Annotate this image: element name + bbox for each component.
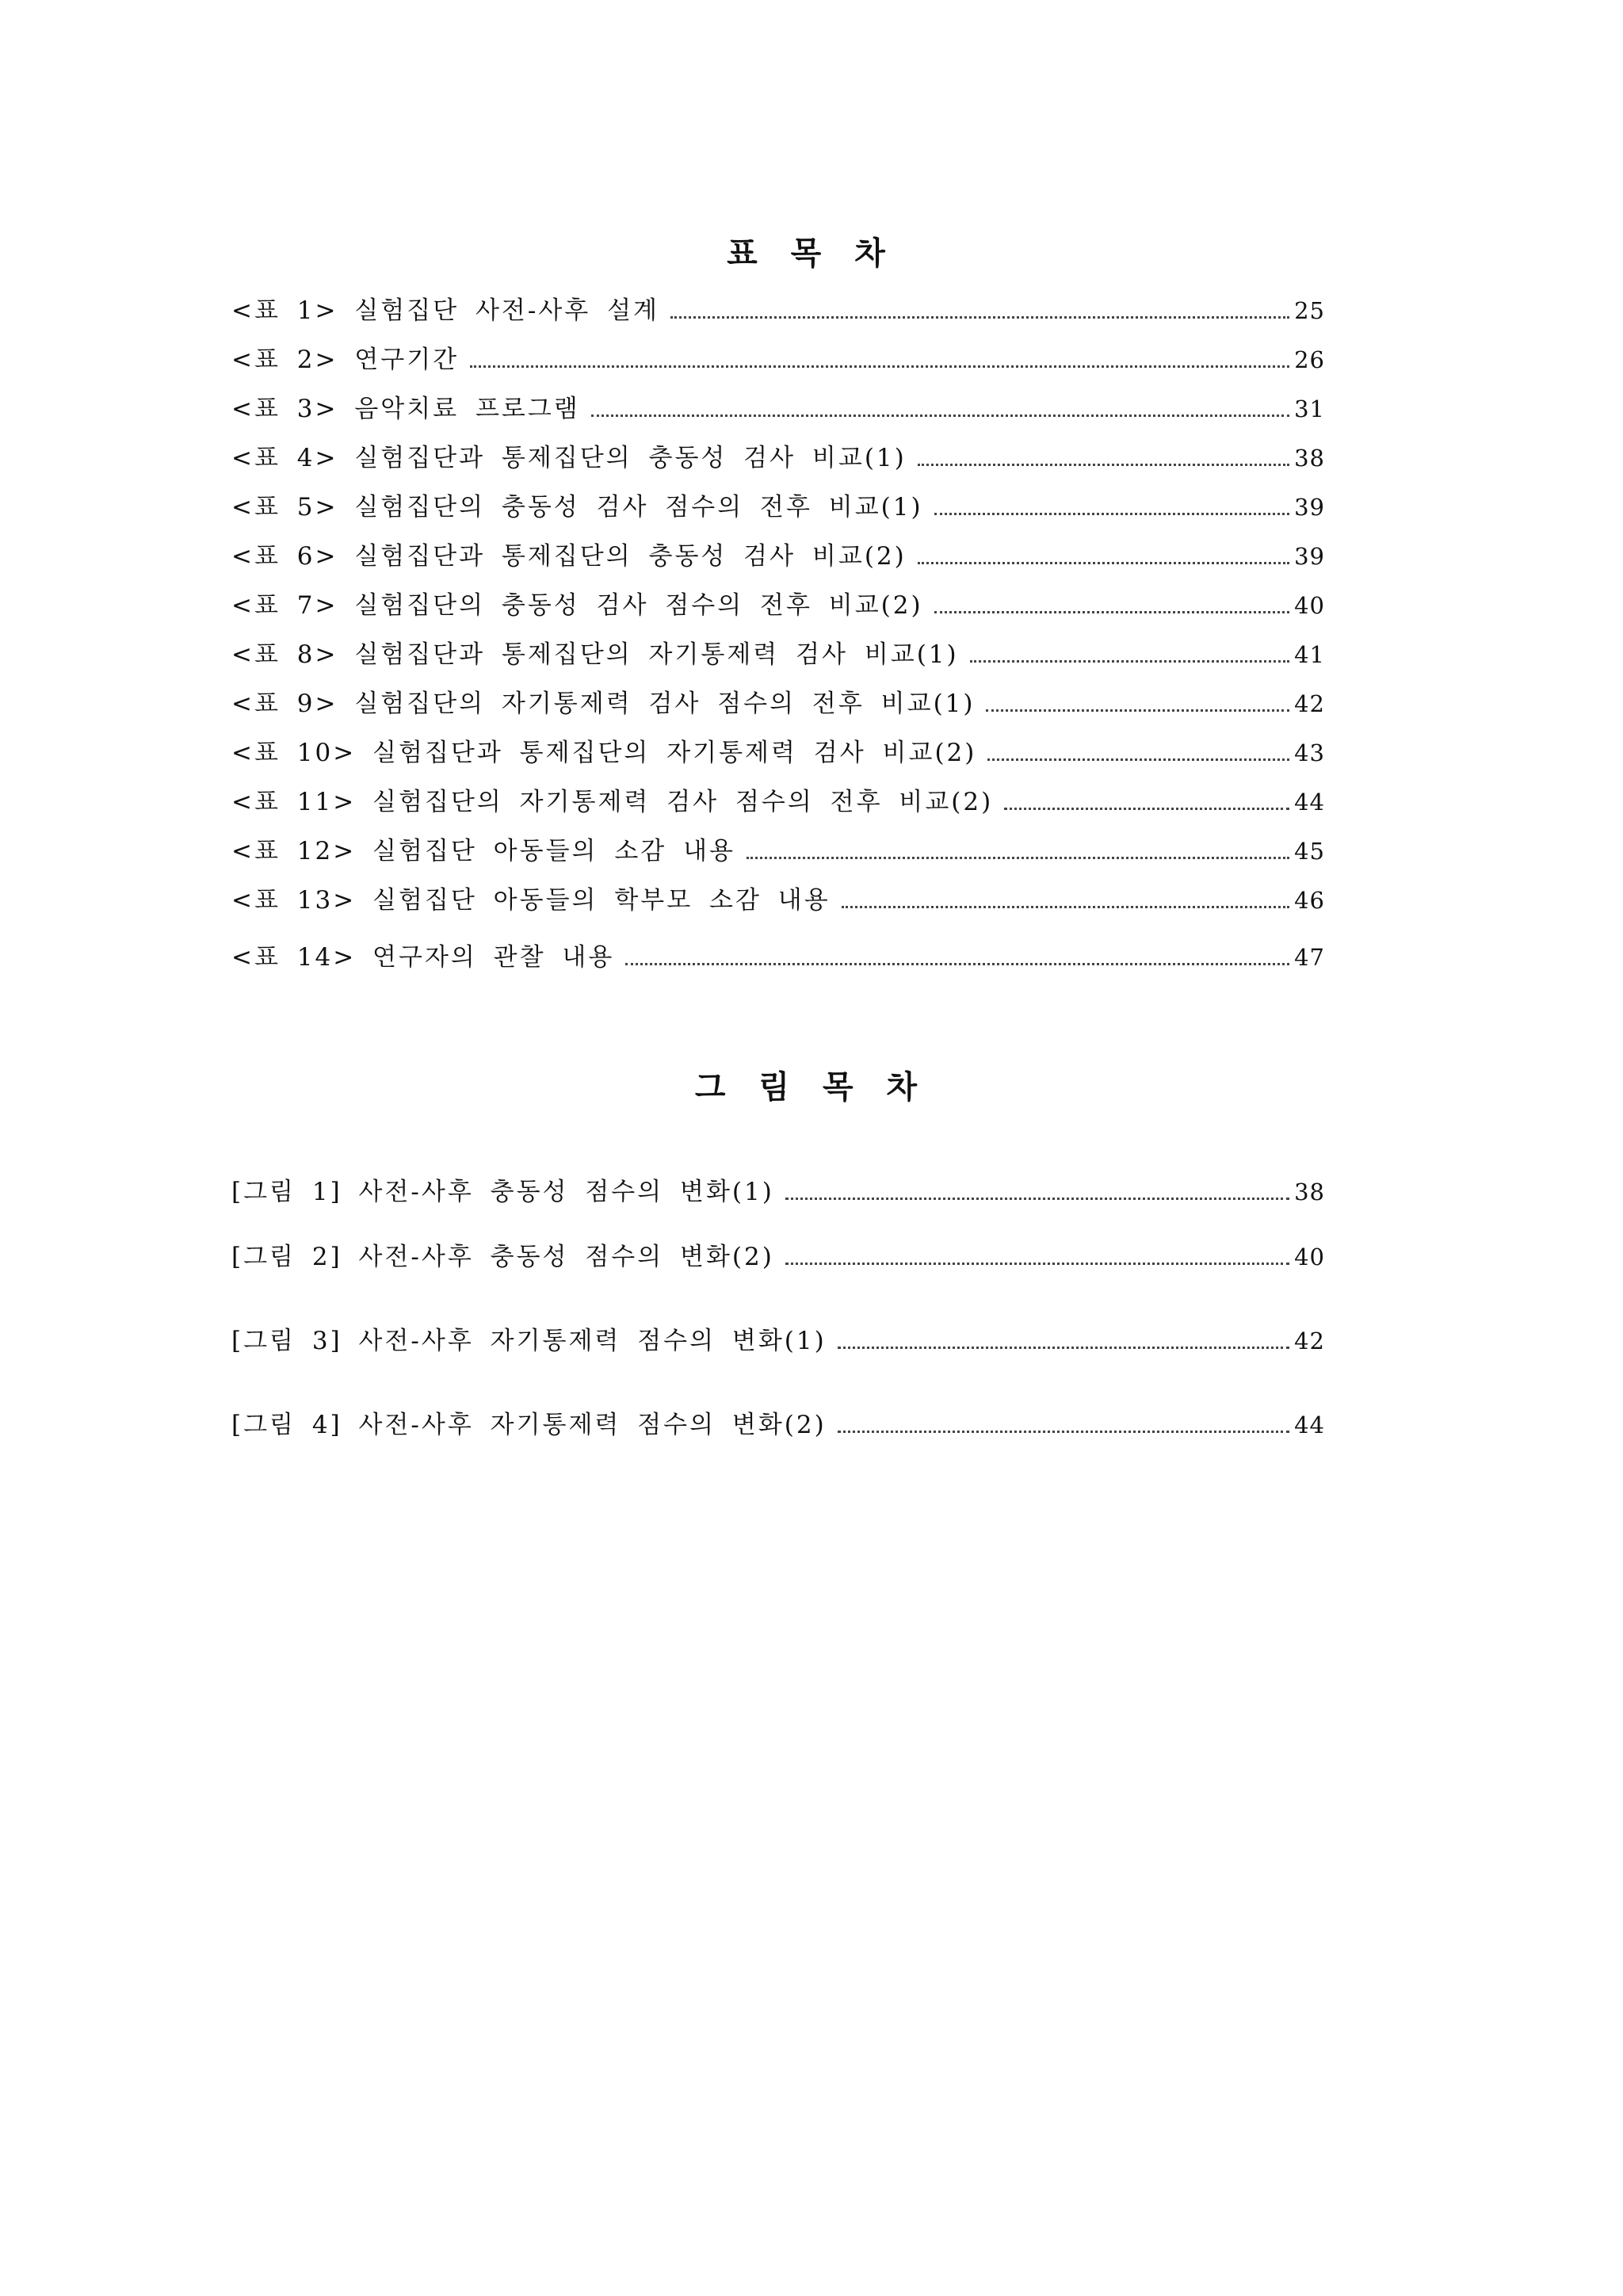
toc-entry-label: <표 4> 실험집단과 통제집단의 충동성 검사 비교(1) [231,444,907,472]
toc-entry-table-9[interactable] [231,686,1325,721]
toc-entry-label: <표 11> 실험집단의 자기통제력 검사 점수의 전후 비교(2) [231,788,994,816]
toc-entry-label: <표 3> 음악치료 프로그램 [231,395,580,423]
toc-entry-label: <표 2> 연구기간 [231,346,460,374]
dot-leader [986,709,1289,712]
toc-entry-table-2[interactable] [231,342,1325,377]
toc-entry-page-number: 40 [1294,592,1325,619]
toc-entry-table-1[interactable] [231,293,1325,328]
toc-entry-table-6[interactable] [231,539,1325,574]
toc-entry-page-number: 44 [1294,1412,1325,1438]
dot-leader [747,857,1289,859]
dot-leader [838,1431,1289,1433]
toc-entry-page-number: 45 [1294,838,1325,865]
toc-entry-page-number: 44 [1294,789,1325,816]
dot-leader [987,758,1289,761]
dot-leader [838,1347,1289,1349]
toc-entry-page-number: 46 [1294,887,1325,914]
toc-entry-table-4[interactable] [231,441,1325,476]
toc-entry-page-number: 31 [1294,395,1325,422]
toc-entry-page-number: 42 [1294,690,1325,717]
toc-entry-label: <표 6> 실험집단과 통제집단의 충동성 검사 비교(2) [231,542,907,571]
toc-entry-table-14[interactable] [231,940,1325,975]
toc-entry-page-number: 42 [1294,1328,1325,1354]
dot-leader [918,562,1289,564]
toc-entry-table-12[interactable] [231,834,1325,869]
dot-leader [785,1198,1289,1200]
toc-entry-table-11[interactable] [231,785,1325,819]
toc-entry-page-number: 40 [1294,1244,1325,1270]
list-of-tables-heading: 표 목 차 [727,235,896,272]
toc-entry-label: <표 1> 실험집단 사전-사후 설계 [231,296,659,325]
toc-entry-page-number: 25 [1294,297,1325,324]
toc-entry-table-7[interactable] [231,588,1325,623]
dot-leader [591,415,1289,417]
dot-leader [670,316,1289,319]
toc-entry-label: <표 14> 연구자의 관찰 내용 [231,943,615,972]
toc-entry-page-number: 39 [1294,494,1325,521]
dot-leader [625,963,1289,965]
toc-entry-figure-3[interactable] [231,1324,1325,1358]
dot-leader [1004,808,1289,810]
toc-entry-label: <표 7> 실험집단의 충동성 검사 점수의 전후 비교(2) [231,591,923,620]
list-of-figures-heading: 그 림 목 차 [694,1069,929,1106]
toc-entry-table-13[interactable] [231,883,1325,918]
dot-leader [470,365,1289,368]
toc-entry-page-number: 47 [1294,944,1325,971]
toc-entry-label: <표 8> 실험집단과 통제집단의 자기통제력 검사 비교(1) [231,640,959,669]
dot-leader [918,464,1289,466]
toc-entry-figure-1[interactable] [231,1175,1325,1209]
dot-leader [934,513,1290,515]
dot-leader [934,611,1290,613]
toc-entry-label: [그림 1] 사전-사후 충동성 점수의 변화(1) [231,1178,774,1206]
toc-entry-table-8[interactable] [231,637,1325,672]
dot-leader [785,1263,1289,1265]
toc-entry-label: [그림 3] 사전-사후 자기통제력 점수의 변화(1) [231,1327,827,1355]
toc-entry-label: <표 12> 실험집단 아동들의 소감 내용 [231,837,735,865]
toc-entry-label: <표 9> 실험집단의 자기통제력 검사 점수의 전후 비교(1) [231,690,976,718]
toc-entry-table-10[interactable] [231,735,1325,770]
toc-entry-page-number: 39 [1294,543,1325,570]
toc-entry-label: [그림 4] 사전-사후 자기통제력 점수의 변화(2) [231,1411,827,1439]
toc-entry-page-number: 38 [1294,445,1325,472]
toc-entry-page-number: 38 [1294,1179,1325,1205]
toc-entry-figure-2[interactable] [231,1240,1325,1274]
dot-leader [842,906,1289,908]
toc-entry-table-3[interactable] [231,392,1325,426]
toc-entry-page-number: 43 [1294,739,1325,766]
dot-leader [970,660,1289,663]
toc-entry-page-number: 41 [1294,641,1325,668]
toc-entry-label: <표 13> 실험집단 아동들의 학부모 소감 내용 [231,886,831,915]
toc-entry-table-5[interactable] [231,490,1325,525]
toc-entry-label: [그림 2] 사전-사후 충동성 점수의 변화(2) [231,1243,774,1271]
toc-entry-page-number: 26 [1294,346,1325,373]
toc-entry-figure-4[interactable] [231,1408,1325,1442]
toc-entry-label: <표 10> 실험집단과 통제집단의 자기통제력 검사 비교(2) [231,739,977,767]
toc-entry-label: <표 5> 실험집단의 충동성 검사 점수의 전후 비교(1) [231,493,923,521]
